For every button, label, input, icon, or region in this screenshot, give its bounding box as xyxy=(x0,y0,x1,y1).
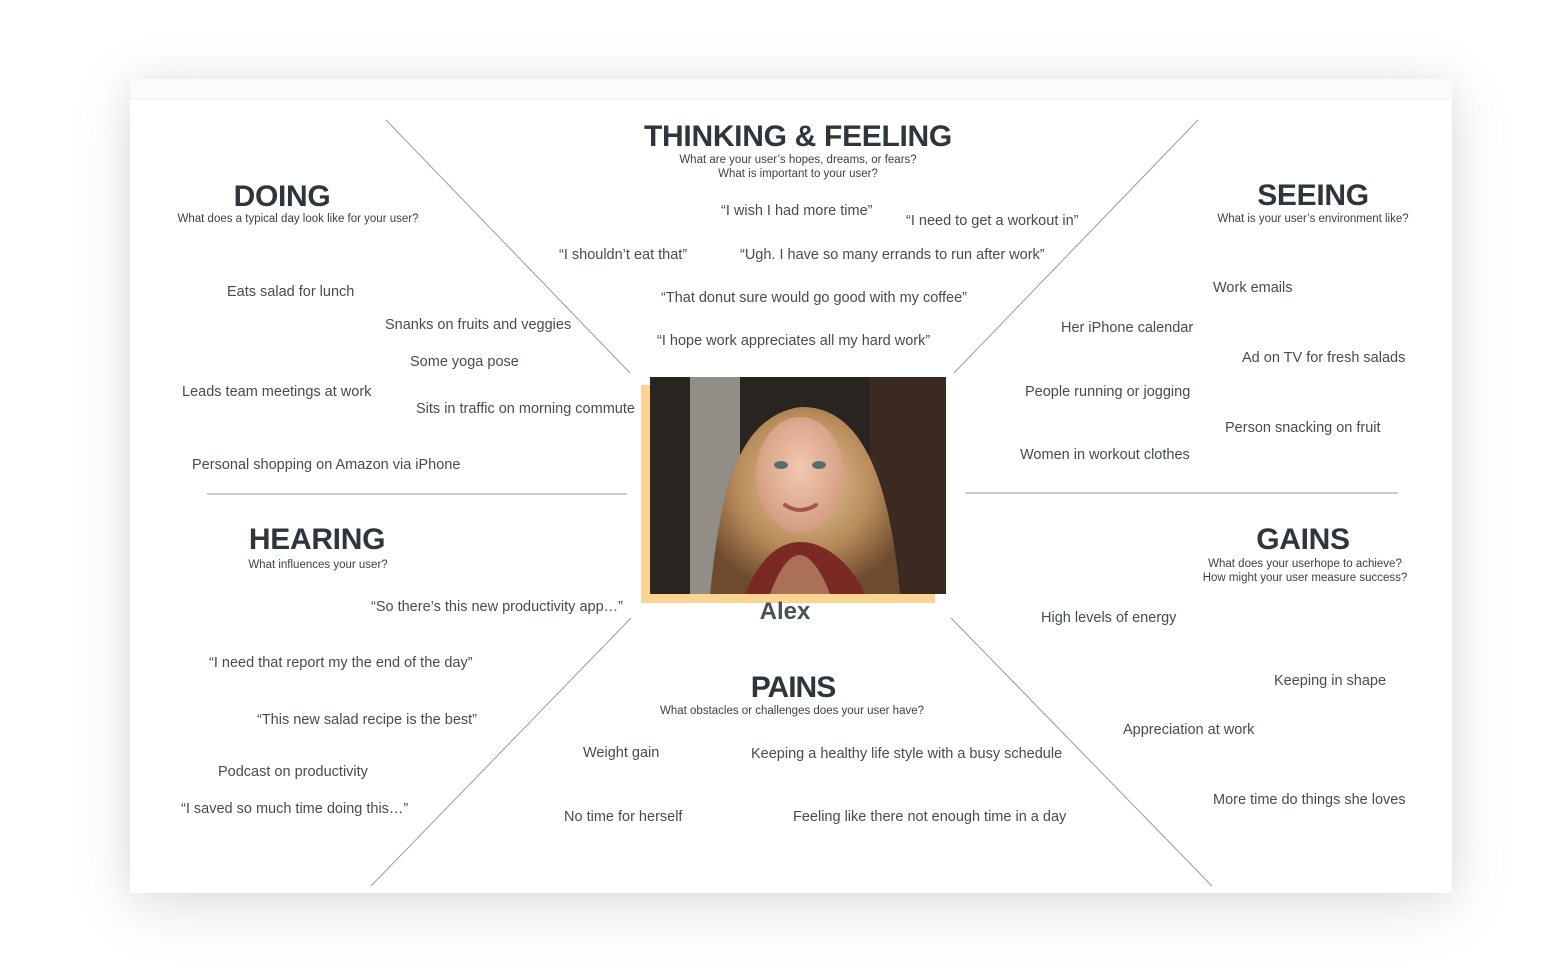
seeing-note: Ad on TV for fresh salads xyxy=(1242,350,1406,366)
pains-title: PAINS xyxy=(750,671,836,704)
thinking-note: “I need to get a workout in” xyxy=(906,213,1079,229)
gains-note: Appreciation at work xyxy=(1123,722,1255,738)
gains-title: GAINS xyxy=(1256,523,1350,556)
seeing-note: Work emails xyxy=(1213,280,1293,296)
hearing-note: Podcast on productivity xyxy=(218,764,368,780)
gains-note: More time do things she loves xyxy=(1213,792,1406,808)
thinking-subtitle-1: What are your user’s hopes, dreams, or fears? xyxy=(679,154,917,166)
doing-note: Some yoga pose xyxy=(410,354,519,370)
doing-note: Snanks on fruits and veggies xyxy=(385,317,572,333)
pains-note: Keeping a healthy life style with a busy schedule xyxy=(751,746,1063,762)
pains-note: Weight gain xyxy=(583,745,660,761)
hearing-note: “This new salad recipe is the best” xyxy=(257,712,478,728)
doing-subtitle: What does a typical day look like for your user? xyxy=(177,213,419,225)
gains-subtitle-2: How might your user measure success? xyxy=(1202,572,1408,584)
doing-title: DOING xyxy=(233,180,331,213)
thinking-note: “Ugh. I have so many errands to run after work” xyxy=(740,247,1045,263)
hearing-note: “I saved so much time doing this…” xyxy=(181,801,409,817)
thinking-note: “I shouldn’t eat that” xyxy=(559,247,688,263)
seeing-note: Women in workout clothes xyxy=(1020,447,1190,463)
pains-note: No time for herself xyxy=(564,809,683,825)
persona-photo xyxy=(650,377,946,594)
thinking-subtitle-2: What is important to your user? xyxy=(718,168,878,180)
thinking-note: “I hope work appreciates all my hard work” xyxy=(657,333,931,349)
pains-subtitle: What obstacles or challenges does your user have? xyxy=(659,705,925,717)
doing-note: Eats salad for lunch xyxy=(227,284,355,300)
seeing-title: SEEING xyxy=(1257,179,1369,212)
thinking-note: “That donut sure would go good with my coffee” xyxy=(661,290,968,306)
doing-note: Sits in traffic on morning commute xyxy=(416,401,635,417)
gains-note: High levels of energy xyxy=(1041,610,1177,626)
seeing-note: Person snacking on fruit xyxy=(1225,420,1381,436)
pains-note: Feeling like there not enough time in a day xyxy=(793,809,1067,825)
seeing-note: People running or jogging xyxy=(1025,384,1191,400)
gains-note: Keeping in shape xyxy=(1274,673,1387,689)
hearing-note: “So there’s this new productivity app…” xyxy=(371,599,623,615)
hearing-note: “I need that report my the end of the day” xyxy=(209,655,473,671)
seeing-subtitle: What is your user’s environment like? xyxy=(1217,213,1409,225)
hearing-title: HEARING xyxy=(248,523,386,556)
thinking-note: “I wish I had more time” xyxy=(721,203,873,219)
seeing-note: Her iPhone calendar xyxy=(1061,320,1194,336)
persona-name: Alex xyxy=(759,598,811,625)
doing-note: Leads team meetings at work xyxy=(182,384,372,400)
persona-portrait-illustration xyxy=(650,377,946,594)
hearing-subtitle: What influences your user? xyxy=(248,559,388,571)
doing-note: Personal shopping on Amazon via iPhone xyxy=(192,457,461,473)
thinking-title: THINKING & FEELING xyxy=(644,120,952,153)
gains-subtitle-1: What does your userhope to achieve? xyxy=(1208,558,1402,570)
